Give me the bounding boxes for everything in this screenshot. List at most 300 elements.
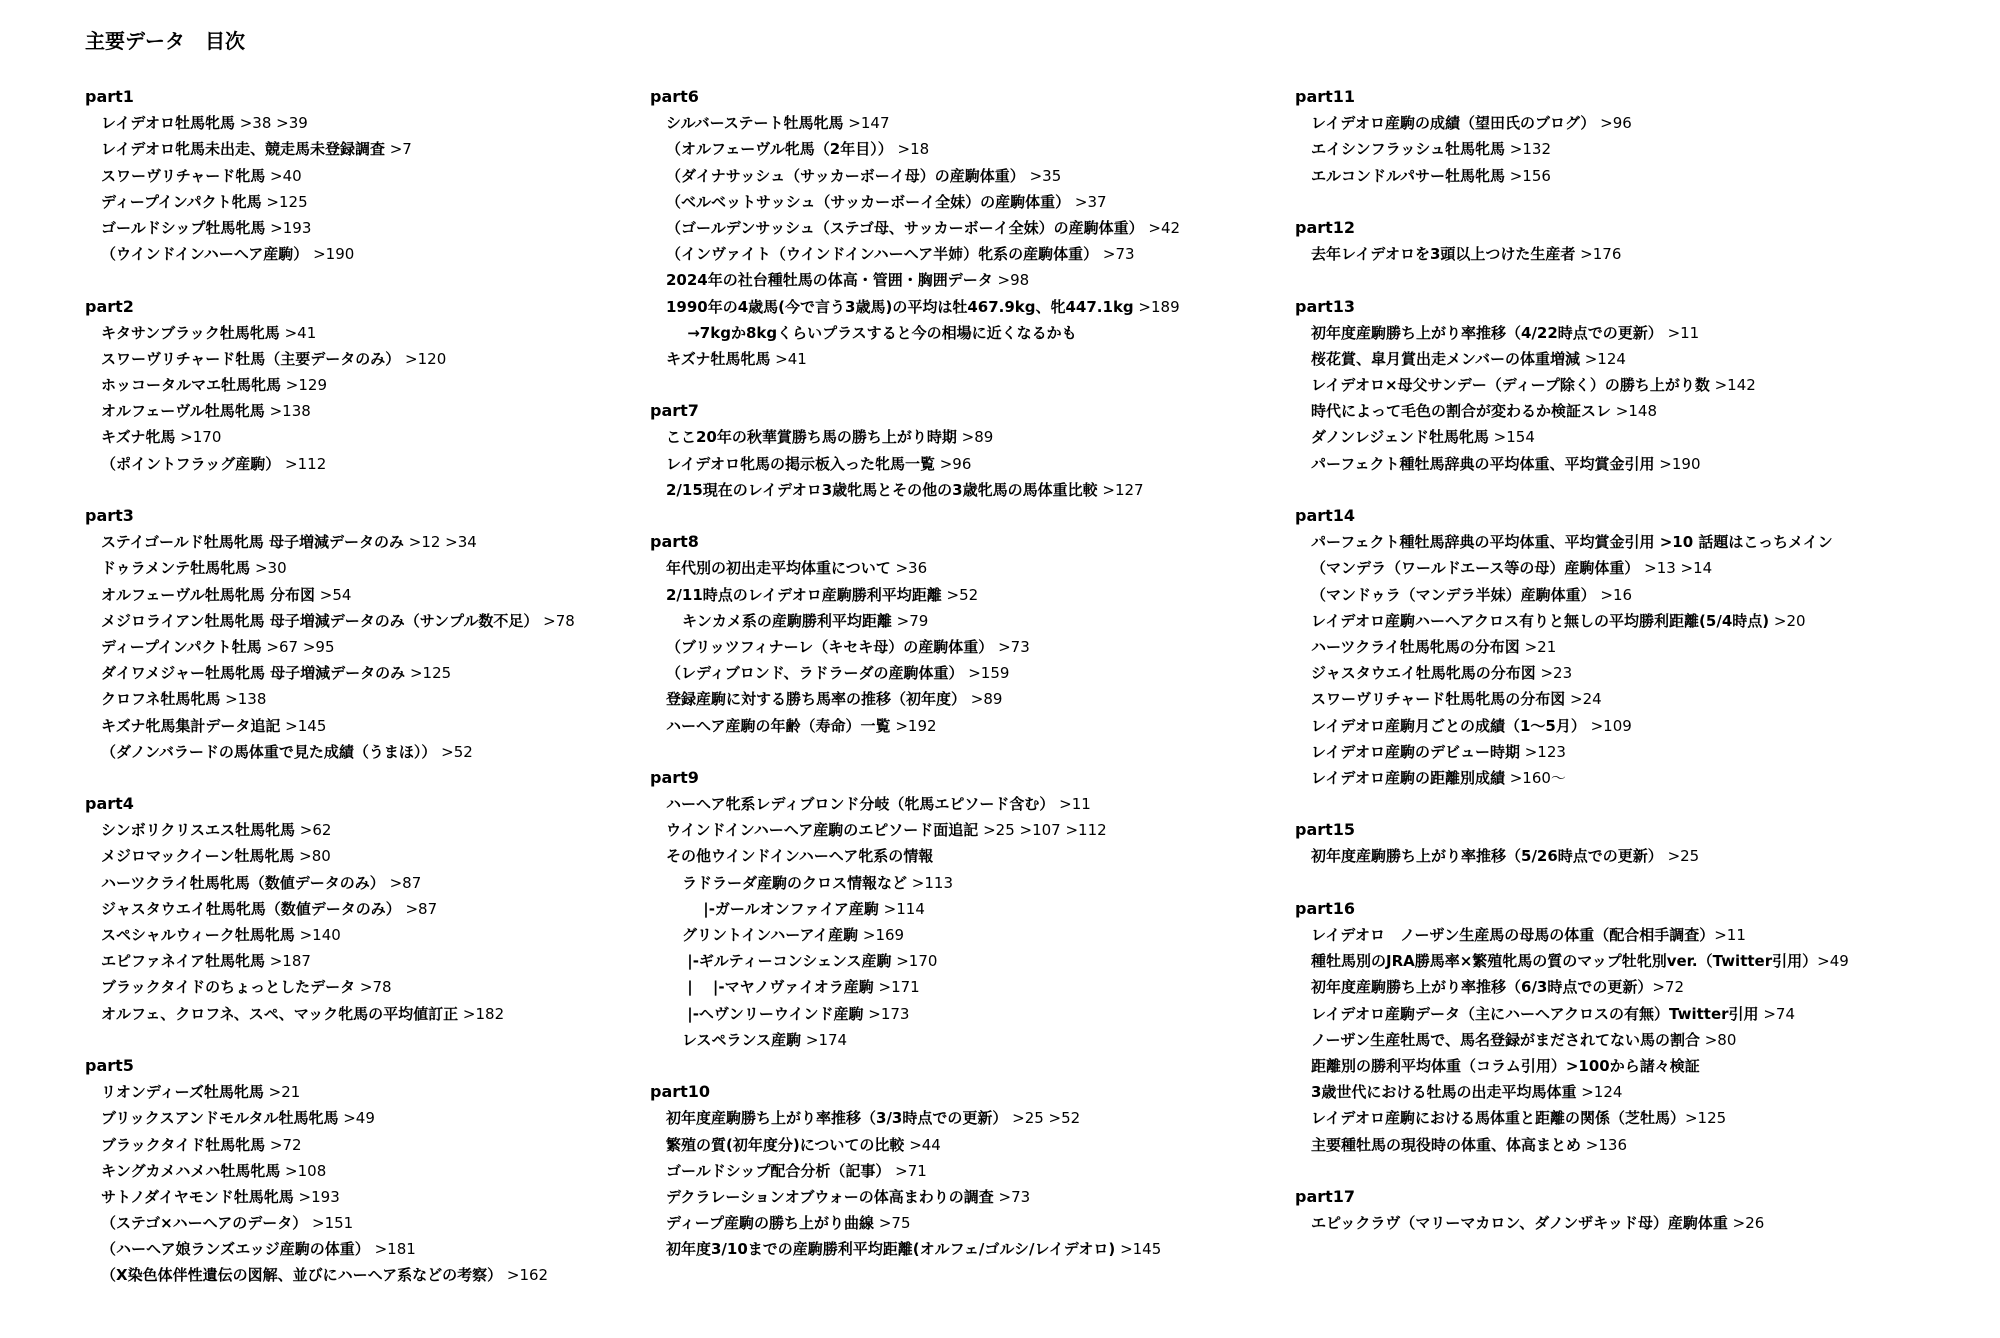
part-heading: part3 [85,506,134,525]
toc-entry-title: デクラレーションオブウォーの体高まわりの調査 [666,1187,994,1206]
toc-section [1295,215,1849,267]
toc-entry-refs[interactable]: >123 [1519,742,1566,761]
toc-entry [85,241,575,267]
toc-entry [650,922,1180,948]
toc-entry-refs[interactable]: >174 [801,1030,848,1049]
toc-entry-title: （マンドゥラ（マンデラ半妹）産駒体重） [1311,585,1596,604]
toc-entry [650,215,1180,241]
toc-entry [650,608,1180,634]
toc-entry-refs[interactable]: >151 [307,1214,354,1233]
toc-entry-title: ディープインパクト牝馬 [101,192,262,211]
toc-entry-title: 初年度産駒勝ち上がり率推移（4/22時点での更新） [1311,323,1663,342]
toc-entry-title: ハーヘア牝系レディブロンド分岐（牝馬エピソード含む） [666,795,1055,814]
toc-entry-title: ノーザン生産牡馬で、馬名登録がまだされてない馬の割合 [1311,1030,1700,1049]
toc-entry-title: （インヴァイト（ウインドインハーヘア半姉）牝系の産駒体重） [666,245,1099,264]
toc-entry [1295,582,1849,608]
toc-entry-title: レイデオロ産駒の成績（望田氏のブログ） [1311,114,1596,133]
toc-entry [85,974,575,1000]
part-heading: part4 [85,794,134,814]
toc-entry [650,1132,1180,1158]
toc-entry-refs[interactable]: >156 [1504,166,1551,185]
toc-entry [85,843,575,869]
toc-entry-title: →7kgか8kgくらいプラスすると今の相場に近くなるかも [682,323,1077,342]
toc-entry [650,1158,1180,1184]
toc-entry-refs[interactable]: >78 [355,978,392,997]
toc-entry [85,1158,575,1184]
toc-entry-title: （ダイナサッシュ（サッカーボーイ母）の産駒体重） [666,166,1025,185]
toc-entry [1295,1027,1849,1053]
part-heading: part8 [650,532,699,552]
toc-entry-title: レイデオロ牝馬の掲示板入った牝馬一覧 [666,454,935,473]
toc-entry-refs[interactable]: >36 [890,559,928,578]
toc-entry [85,608,575,634]
toc-entry-title: シンボリクリスエス牡馬牝馬 [101,821,296,840]
toc-entry-title: エルコンドルパサー牡馬牝馬 [1311,166,1505,185]
toc-entry-refs[interactable]: >136 [1581,1135,1627,1154]
toc-entry-title: 主要種牡馬の現役時の体重、体高まとめ [1311,1135,1582,1154]
toc-entry-refs[interactable]: >11 [1714,926,1746,944]
toc-entry-title: サトノダイヤモンド牡馬牝馬 [101,1187,294,1206]
toc-entry [1295,765,1849,791]
toc-entry-title: （ポイントフラッグ産駒） [101,454,281,473]
toc-entry-refs[interactable]: >44 [904,1135,941,1154]
toc-entry-refs[interactable]: >20 [1769,611,1806,630]
toc-entry-refs[interactable]: >12 >34 [403,533,477,552]
toc-entry [1295,843,1849,869]
toc-entry-title: キズナ牝馬集計データ追記 [101,716,281,735]
toc-entry-refs[interactable]: >125 [405,664,452,683]
toc-entry-refs[interactable]: >145 [1115,1240,1162,1259]
toc-entry [85,948,575,974]
toc-section [1295,294,1849,477]
toc-entry-refs[interactable]: >129 [281,376,327,395]
toc-entry-title: レイデオロ ノーザン生産馬の母馬の体重（配合相手調査） [1311,926,1715,944]
toc-entry-refs[interactable]: >80 [1699,1030,1737,1049]
toc-entry-title: クロフネ牡馬牝馬 [101,690,221,709]
toc-entry-refs[interactable]: >72 [265,1135,302,1154]
toc-entry-title: ダノンレジェンド牡馬牝馬 [1311,428,1489,447]
toc-entry [650,791,1180,817]
toc-entry-refs[interactable]: >52 [436,742,473,761]
toc-entry-refs[interactable]: >140 [294,926,341,944]
toc-entry [85,922,575,948]
toc-entry [85,1001,575,1027]
toc-entry-refs[interactable]: >74 [1758,1004,1795,1023]
toc-entry [85,1105,575,1131]
toc-entry-title: メジロライアン牡馬牝馬 母子増減データのみ（サンプル数不足） [101,611,539,630]
part-heading: part7 [650,401,699,421]
toc-entry-title: スワーヴリチャード牝馬 [101,166,266,185]
toc-entry [650,189,1180,215]
toc-entry-title: （ゴールデンサッシュ（ステゴ母、サッカーボーイ全妹）の産駒体重） [666,218,1144,237]
toc-entry [1295,136,1849,162]
toc-entry-refs[interactable]: >54 [315,585,352,604]
toc-entry [650,241,1180,267]
toc-entry [85,215,575,241]
toc-entry-refs[interactable]: >125 [1684,1109,1727,1128]
toc-entry-title: 種牡馬別のJRA勝馬率×繁殖牝馬の質のマップ牡牝別ver.（Twitter引用） [1311,952,1818,971]
toc-entry-refs[interactable]: >160～ [1504,768,1566,787]
toc-entry [85,110,575,136]
toc-entry-refs[interactable]: >190 [308,245,355,264]
toc-section [650,1079,1180,1262]
toc-entry-refs[interactable]: >25 [1662,847,1700,866]
toc-entry-refs[interactable]: >18 [892,140,930,159]
toc-entry-title: シルバーステート牡馬牝馬 [666,114,844,133]
toc-entry-title: キズナ牝馬 [101,428,176,447]
toc-entry-refs[interactable]: >127 [1097,480,1144,499]
toc-entry [85,713,575,739]
toc-entry [85,451,575,477]
toc-entry [85,163,575,189]
toc-entry-refs[interactable]: >80 [294,847,331,866]
toc-entry [1295,739,1849,765]
toc-entry [650,843,1180,869]
toc-entry [85,398,575,424]
toc-entry-refs[interactable]: >87 [400,899,438,918]
toc-entry-refs[interactable]: >73 [993,637,1030,656]
toc-entry-title: エイシンフラッシュ牡馬牝馬 [1311,140,1506,159]
toc-entry-refs[interactable]: >35 [1024,166,1062,185]
toc-entry-refs[interactable]: >182 [458,1004,505,1023]
toc-entry-refs[interactable]: >193 [265,218,312,237]
toc-entry-title: レイデオロ産駒データ（主にハーヘアクロスの有無）Twitter引用 [1311,1004,1759,1023]
toc-entry-refs[interactable]: >52 [941,585,979,604]
toc-entry [650,660,1180,686]
toc-entry-title: 2024年の社台種牡馬の体高・管囲・胸囲データ [666,271,993,290]
toc-entry [85,1132,575,1158]
toc-entry-refs[interactable]: >42 [1143,218,1181,237]
toc-entry-refs[interactable]: >7 [384,140,412,159]
toc-entry [1295,451,1849,477]
toc-entry-title: （オルフェーヴル牝馬（2年目）） [666,140,893,159]
toc-entry-title: レイデオロ牡馬牝馬 [101,114,235,133]
toc-entry [85,136,575,162]
toc-entry-title: 3歳世代における牡馬の出走平均馬体重 [1311,1083,1577,1102]
toc-entry-refs[interactable]: >148 [1611,402,1657,421]
toc-entry [85,1236,575,1262]
toc-entry [1295,1053,1849,1079]
toc-entry-refs[interactable]: >21 [263,1083,301,1102]
part-heading: part9 [650,767,699,787]
toc-entry-title: （ブリッツフィナーレ（キセキ母）の産駒体重） [666,637,994,656]
toc-entry [85,1262,575,1288]
toc-entry-title: 登録産駒に対する勝ち馬率の推移（初年度） [666,690,967,709]
toc-entry [1295,1079,1849,1105]
toc-entry-refs[interactable]: >73 [993,1187,1031,1206]
toc-entry-refs[interactable]: >162 [502,1266,549,1285]
toc-entry-title: レイデオロ産駒における馬体重と距離の関係（芝牡馬） [1311,1109,1685,1128]
toc-entry [650,555,1180,581]
toc-entry-refs[interactable]: >41 [279,323,317,342]
toc-entry [85,372,575,398]
toc-entry [650,110,1180,136]
toc-entry [85,189,575,215]
toc-entry-refs[interactable]: >120 [400,349,447,368]
toc-entry [650,1105,1180,1131]
toc-entry [1295,241,1849,267]
part-heading: part6 [650,87,699,106]
part-heading: part10 [650,1082,711,1102]
toc-entry-refs[interactable]: >25 >52 [1007,1109,1081,1128]
toc-entry-refs[interactable]: >24 [1565,690,1602,709]
toc-entry [1295,1210,1849,1236]
toc-entry-refs[interactable]: >192 [890,716,937,735]
toc-entry [1295,1001,1849,1027]
toc-entry [650,1027,1180,1053]
toc-entry-title: （X染色体伴性遺伝の図解、並びにハーヘア系などの考察） [101,1266,503,1285]
toc-entry-title: 距離別の勝利平均体重（コラム引用）>100から諸々検証 [1311,1056,1700,1075]
toc-entry-refs[interactable]: >26 [1727,1214,1765,1233]
toc-entry [85,1210,575,1236]
toc-entry [1295,555,1849,581]
toc-entry-refs[interactable]: >16 [1595,585,1633,604]
toc-entry-refs[interactable]: >71 [890,1161,927,1180]
toc-entry-title: オルフェーヴル牡馬牝馬 分布図 [101,585,316,604]
toc-entry-refs[interactable]: >109 [1585,716,1632,735]
toc-entry [1295,320,1849,346]
toc-entry-refs[interactable]: >132 [1505,140,1551,159]
part-heading: part2 [85,296,134,316]
toc-entry-refs[interactable]: >30 [250,559,287,578]
toc-entry [650,320,1180,346]
toc-entry-refs[interactable]: >170 [175,428,222,447]
toc-entry-title: |-ギルティーコンシェンス産駒 [682,952,892,971]
toc-entry-refs[interactable]: >96 [934,454,972,473]
toc-entry [85,1079,575,1105]
toc-entry [85,896,575,922]
toc-entry-refs[interactable]: >89 [966,690,1003,709]
toc-entry-title: オルフェーヴル牡馬牝馬 [101,402,265,421]
toc-entry-refs[interactable]: >41 [770,349,807,368]
toc-entry-refs[interactable]: >108 [280,1161,327,1180]
toc-entry-refs[interactable]: >37 [1070,192,1107,211]
toc-entry [1295,110,1849,136]
toc-entry-refs[interactable]: >176 [1575,245,1622,264]
toc-entry-refs[interactable]: >38 >39 [234,114,308,133]
toc-entry-title: （ダノンバラードの馬体重で見た成績（うまほ）） [101,742,437,761]
toc-entry [650,817,1180,843]
toc-entry-title: ステイゴールド牡馬牝馬 母子増減データのみ [101,533,404,552]
toc-entry-title: （ハーヘア娘ランズエッジ産駒の体重） [101,1240,370,1259]
toc-entry [85,529,575,555]
toc-entry [85,870,575,896]
toc-entry [650,477,1180,503]
toc-entry-refs[interactable]: >75 [874,1214,911,1233]
toc-entry-refs[interactable]: >78 [538,611,575,630]
toc-entry-title: ゴールドシップ牡馬牝馬 [101,218,266,237]
toc-entry-refs[interactable]: >125 [261,192,308,211]
toc-section [650,765,1180,1053]
toc-entry [650,1210,1180,1236]
toc-entry [650,582,1180,608]
toc-entry [1295,529,1849,555]
toc-entry-refs[interactable]: >171 [873,978,920,997]
toc-entry-refs[interactable]: >181 [369,1240,416,1259]
toc-section [1295,84,1849,189]
toc-entry [85,739,575,765]
toc-entry [650,1001,1180,1027]
toc-entry-refs[interactable]: >138 [264,402,311,421]
toc-entry-title: スワーヴリチャード牡馬（主要データのみ） [101,349,401,368]
toc-entry-title: メジロマックイーン牡馬牝馬 [101,847,295,866]
toc-entry-refs[interactable]: >62 [295,821,332,840]
toc-section [85,294,575,477]
toc-entry-refs[interactable]: >49 [1817,952,1849,971]
toc-entry-title: ブラックタイド牡馬牝馬 [101,1135,266,1154]
part-heading: part15 [1295,820,1356,840]
toc-entry [85,555,575,581]
toc-entry [1295,686,1849,712]
toc-section [85,503,575,765]
toc-entry [1295,608,1849,634]
toc-entry [85,686,575,712]
toc-entry-refs[interactable]: >11 [1662,323,1700,342]
toc-entry [650,686,1180,712]
toc-entry-refs[interactable]: >145 [280,716,327,735]
part-heading: part16 [1295,898,1356,918]
toc-entry-title: 時代によって毛色の割合が変わるか検証スレ [1311,402,1612,421]
toc-entry-refs[interactable]: >96 [1595,114,1632,133]
toc-entry-refs[interactable]: >142 [1709,376,1756,395]
toc-entry-refs[interactable]: >124 [1579,349,1626,368]
toc-entry-title: （ベルベットサッシュ（サッカーボーイ全妹）の産駒体重） [666,192,1071,211]
toc-entry-title: （マンデラ（ワールドエース等の母）産駒体重） [1311,559,1640,578]
toc-entry-refs[interactable]: >98 [992,271,1030,290]
toc-entry-refs[interactable]: >112 [280,454,327,473]
toc-entry-title: 桜花賞、皐月賞出走メンバーの体重増減 [1311,349,1580,368]
toc-entry [650,1184,1180,1210]
toc-entry [85,346,575,372]
toc-entry-title: 初年度3/10までの産駒勝利平均距離(オルフェ/ゴルシ/レイデオロ) [666,1240,1116,1259]
toc-entry [1295,346,1849,372]
toc-entry-title: ディープ産駒の勝ち上がり曲線 [666,1214,875,1233]
toc-entry-refs[interactable]: >189 [1133,297,1180,316]
toc-section [85,791,575,1027]
toc-section [650,84,1180,372]
toc-entry-refs[interactable]: >23 [1535,664,1573,683]
toc-entry-refs[interactable]: >89 [956,428,994,447]
toc-entry [1295,660,1849,686]
toc-entry-refs[interactable]: >113 [907,873,953,892]
toc-entry-refs[interactable]: >11 [1054,795,1091,814]
toc-entry-refs[interactable]: >159 [963,664,1010,683]
toc-entry [1295,974,1849,1000]
toc-entry [85,424,575,450]
toc-entry-refs[interactable]: >21 [1519,637,1557,656]
toc-entry [650,948,1180,974]
toc-entry-title: ブラックタイドのちょっとしたデータ [101,978,356,997]
toc-section [85,84,575,267]
toc-entry-refs[interactable]: >79 [891,611,929,630]
toc-entry-refs[interactable]: >173 [863,1004,910,1023]
toc-entry-refs[interactable]: >25 >107 >112 [978,821,1107,840]
toc-entry-refs[interactable]: >13 >14 [1639,559,1713,578]
toc-entry-refs[interactable]: >114 [878,899,925,918]
toc-entry-refs[interactable]: >73 [1098,245,1135,264]
toc-section [85,1053,575,1289]
toc-entry-title: （レディブロンド、ラドラーダの産駒体重） [666,664,964,683]
toc-entry-refs[interactable]: >187 [264,952,311,971]
part-heading: part13 [1295,296,1356,316]
toc-entry [1295,1132,1849,1158]
toc-entry [650,870,1180,896]
toc-column-3 [1295,84,1849,1262]
part-heading: part11 [1295,87,1356,106]
toc-entry-title: パーフェクト種牡馬辞典の平均体重、平均賞金引用 [1311,454,1655,473]
toc-entry [1295,713,1849,739]
toc-entry-title: ハーツクライ牡馬牝馬の分布図 [1311,637,1520,656]
toc-entry-title: ここ20年の秋華賞勝ち馬の勝ち上がり時期 [666,428,957,447]
toc-entry-title: ホッコータルマエ牡馬牝馬 [101,376,282,395]
toc-entry-refs[interactable]: >193 [293,1187,340,1206]
toc-entry-refs[interactable]: >67 >95 [261,637,335,656]
toc-entry-refs[interactable]: >49 [338,1109,375,1128]
toc-entry-title: エピファネイア牡馬牝馬 [101,952,265,971]
toc-entry-refs[interactable]: >190 [1654,454,1701,473]
toc-entry-refs[interactable]: >147 [843,114,890,133]
toc-entry [650,1236,1180,1262]
part-heading: part17 [1295,1186,1356,1206]
part-heading: part1 [85,87,134,106]
toc-entry [1295,424,1849,450]
toc-entry-refs[interactable]: >154 [1488,428,1535,447]
toc-entry-title: スペシャルウィーク牡馬牝馬 [101,926,295,944]
toc-entry-refs[interactable]: >87 [384,873,422,892]
toc-column-2 [650,84,1180,1289]
toc-entry-title: |-ヘヴンリーウインド産駒 [682,1004,864,1023]
toc-entry-title: キンカメ系の産駒勝利平均距離 [682,611,892,630]
toc-entry-title: | |-マヤノヴァイオラ産駒 [682,978,874,997]
toc-entry [1295,948,1849,974]
toc-entry-title: エピックラヴ（マリーマカロン、ダノンザキッド母）産駒体重 [1311,1214,1728,1233]
toc-entry-title: レイデオロ産駒ハーヘアクロス有りと無しの平均勝利距離(5/4時点) [1311,611,1770,630]
toc-entry-title: ジャスタウエイ牡馬牝馬（数値データのみ） [101,899,401,918]
toc-entry [650,136,1180,162]
toc-entry [650,713,1180,739]
toc-entry-title: 2/11時点のレイデオロ産駒勝利平均距離 [666,585,942,604]
toc-entry-title: レイデオロ産駒の距離別成績 [1311,768,1505,787]
toc-entry-refs[interactable]: >169 [858,926,905,944]
toc-section [1295,896,1849,1158]
toc-entry-refs[interactable]: >40 [265,166,302,185]
toc-entry-title: 初年度産駒勝ち上がり率推移（3/3時点での更新） [666,1109,1008,1128]
toc-entry [650,267,1180,293]
toc-entry-title: ブリックスアンドモルタル牡馬牝馬 [101,1109,339,1128]
toc-entry-refs[interactable]: >170 [891,952,938,971]
toc-entry-title: パーフェクト種牡馬辞典の平均体重、平均賞金引用 >10 話題はこっちメイン [1311,533,1833,552]
toc-entry-refs[interactable]: >72 [1652,978,1685,997]
toc-entry-title: ジャスタウエイ牡馬牝馬の分布図 [1311,664,1536,683]
toc-entry-refs[interactable]: >124 [1576,1083,1623,1102]
toc-entry-title: キタサンブラック牡馬牝馬 [101,323,280,342]
toc-entry-title: 2/15現在のレイデオロ3歳牝馬とその他の3歳牝馬の馬体重比較 [666,480,1098,499]
toc-entry-title: |-ガールオンファイア産駒 [698,899,879,918]
toc-entry-title: キングカメハメハ牡馬牝馬 [101,1161,281,1180]
toc-column-1 [85,84,575,1315]
toc-entry-title: レイデオロ×母父サンデー（ディープ除く）の勝ち上がり数 [1311,376,1710,395]
toc-entry-title: ラドラーダ産駒のクロス情報など [682,873,908,892]
toc-entry [1295,922,1849,948]
toc-entry-title: （ステゴ×ハーヘアのデータ） [101,1214,308,1233]
toc-entry [650,163,1180,189]
toc-entry-title: レスペランス産駒 [682,1030,802,1049]
toc-entry-refs[interactable]: >138 [220,690,267,709]
page-title: 主要データ 目次 [85,29,245,53]
toc-entry-title: 去年レイデオロを3頭以上つけた生産者 [1311,245,1576,264]
part-heading: part5 [85,1055,134,1075]
toc-entry [1295,398,1849,424]
